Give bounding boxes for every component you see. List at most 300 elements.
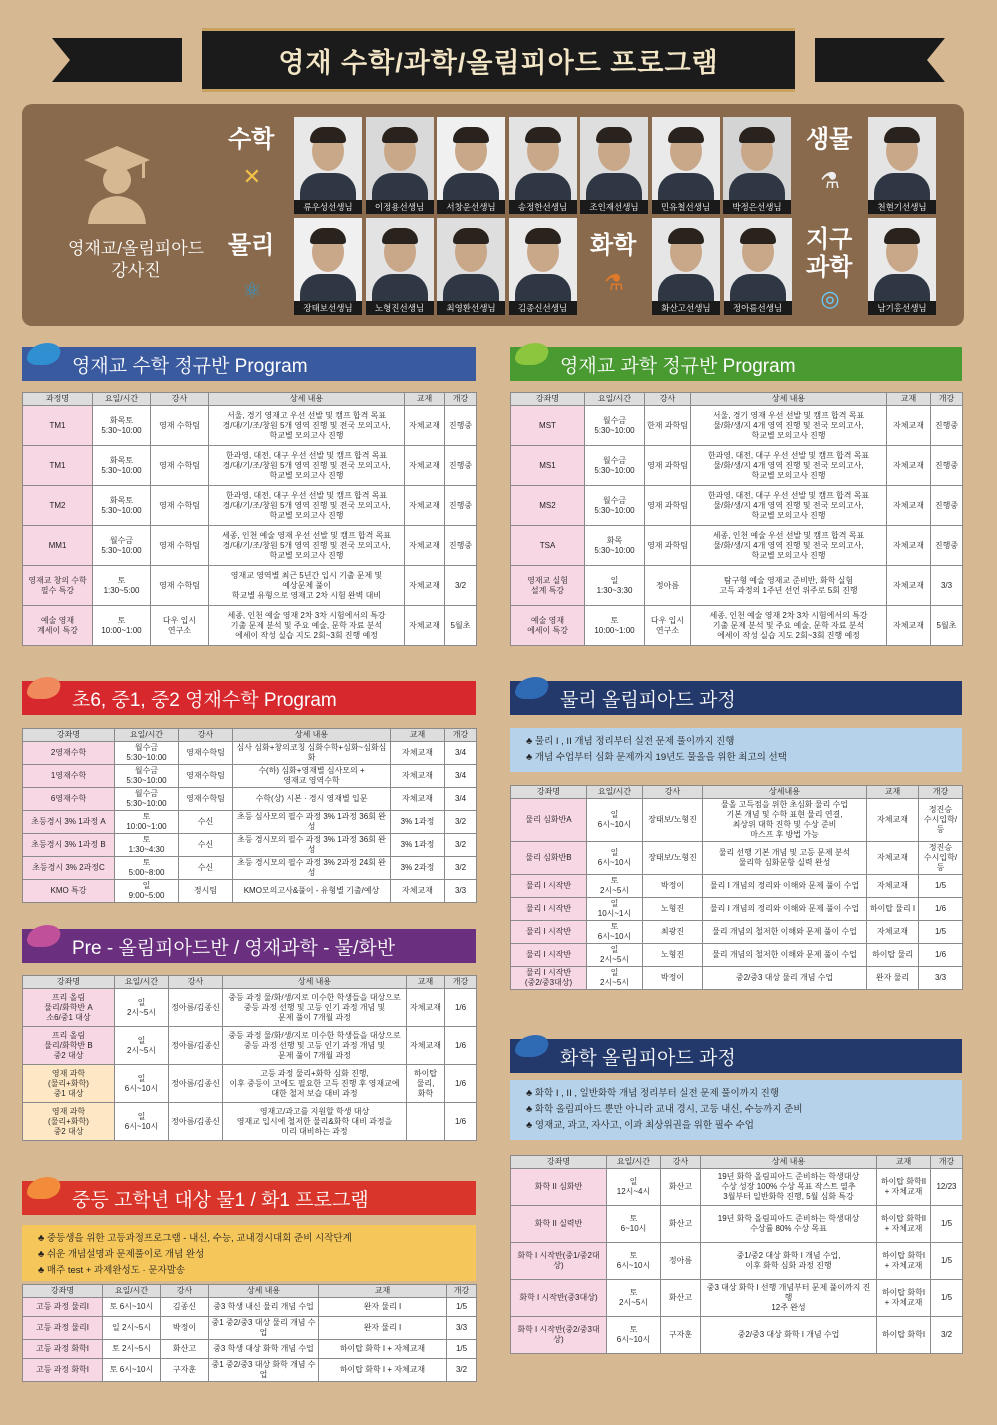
table-cell: 자체교재	[887, 486, 931, 526]
table-cell: 심사 심화+창의코칭 심화수학+심화~심화심화	[233, 742, 391, 765]
column-header: 개강	[931, 393, 963, 406]
table-cell: 자체교재	[391, 742, 445, 765]
column-header: 강좌명	[23, 729, 115, 742]
table-cell: 1/6	[445, 1065, 477, 1103]
table-cell: 진행중	[445, 406, 477, 446]
column-header: 개강	[445, 393, 477, 406]
table-cell: 세종, 인천 예술 우선 선발 및 캠프 합격 목표 물/화/생/지 4개 영역 진행 및 전국 모의고사, 학교별 모의고사 진행	[691, 526, 887, 566]
table-cell: 3/2	[445, 857, 477, 880]
table-cell: MS1	[511, 446, 585, 486]
teacher-photo	[437, 218, 505, 315]
table-cell: 토 2시~5시	[607, 1280, 661, 1317]
table-cell: 정진승 수시입학/등	[919, 842, 963, 875]
title-banner	[52, 28, 945, 92]
table-cell: KMO 특강	[23, 880, 115, 903]
table-row	[511, 566, 963, 606]
table-cell: 1/5	[931, 1243, 963, 1280]
table-cell: 영재교 창의 수학 필수 특강	[23, 566, 93, 606]
table-cell: 1/5	[931, 1280, 963, 1317]
table-cell: 물리 I 시작반 (중2/중3대상)	[511, 967, 587, 990]
table-cell: 1/6	[445, 1103, 477, 1141]
table-cell: 수신	[179, 857, 233, 880]
column-header: 교재	[405, 393, 445, 406]
table-cell: 중3 학생 대상 화학 개념 수업	[209, 1340, 319, 1359]
column-header: 교재	[319, 1285, 447, 1298]
table-cell: 자체교재	[867, 921, 919, 944]
table-cell: 수신	[179, 834, 233, 857]
table-cell: 영재수학팀	[179, 742, 233, 765]
section-physics-olympiad	[510, 681, 962, 715]
table-cell: 3/3	[447, 1317, 477, 1340]
table-cell: 영재 수학팀	[151, 446, 209, 486]
table-cell: 토 10:00~1:00	[585, 606, 645, 646]
section-chemistry-olympiad	[510, 1039, 962, 1073]
table-cell: 토 6시~10시	[103, 1298, 161, 1317]
table-cell: MM1	[23, 526, 93, 566]
table-cell: 자체교재	[867, 799, 919, 842]
table-cell: 영재고/과고를 지원할 학생 대상 영재교 입시에 철저한 물리&화학 대비 과정을 미리 대비하는 과정	[223, 1103, 407, 1141]
table-cell: KMO모의고사&풀이 - 유형별 기출/예상	[233, 880, 391, 903]
table-cell: 일 2시~5시	[103, 1317, 161, 1340]
column-header: 요일/시간	[585, 393, 645, 406]
table-elementary-math	[22, 728, 477, 903]
table-cell: 1/6	[919, 944, 963, 967]
table-cell: 영재 과학팀	[645, 486, 691, 526]
teacher-name: 송정한선생님	[509, 200, 577, 214]
table-row	[23, 857, 477, 880]
table-cell: 일 6시~10시	[115, 1065, 169, 1103]
note-line: ♣ 화학 I , II , 일반화학 개념 정리부터 실전 문제 풀이까지 진행	[526, 1088, 779, 1099]
table-cell: 중1/중2 대상 화학 I 개념 수업, 이후 화학 심화 과정 진행	[701, 1243, 877, 1280]
table-cell: 세종, 인천 예술 영재 2차 3차 시험에서의 특강 기출 문제 분석 및 주요 예술, 문학 자료 분석 에세이 작성 실습 지도 2회~3회 진행 예정	[209, 606, 405, 646]
teacher-photo	[294, 117, 362, 214]
table-cell: 하이탑 화학II + 자체교재	[877, 1206, 931, 1243]
section-pre-olympiad	[22, 929, 476, 963]
table-cell: 자체교재	[405, 606, 445, 646]
teacher-name: 천현기선생님	[868, 200, 936, 214]
table-cell: 영재 과학팀	[645, 526, 691, 566]
table-cell	[407, 1103, 445, 1141]
column-header: 개강	[919, 786, 963, 799]
table-cell: 물리 I 시작반	[511, 875, 587, 898]
teacher-photo	[294, 218, 362, 315]
table-cell: 영재 과학 (물리+화학) 중1 대상	[23, 1065, 115, 1103]
table-cell: 하이탑 화학I	[877, 1317, 931, 1354]
table-cell: 물리 I 시작반	[511, 921, 587, 944]
column-header: 요일/시간	[115, 976, 169, 989]
table-cell: 영재교 영역별 최근 5년간 입시 기출 문제 및 예상문제 풀이 학교별 유형으로 영재고 2차 시험 완벽 대비	[209, 566, 405, 606]
table-cell: MS2	[511, 486, 585, 526]
table-row	[511, 1169, 963, 1206]
table-cell: 화학 I 시작반(중3대상)	[511, 1280, 607, 1317]
table-row	[23, 1065, 477, 1103]
table-cell: 영재 수학팀	[151, 406, 209, 446]
table-cell: 구자훈	[661, 1317, 701, 1354]
table-cell: 토 6시~10시	[587, 921, 643, 944]
ribbon-right	[815, 38, 945, 82]
table-cell: 진행중	[445, 486, 477, 526]
table-row	[511, 1243, 963, 1280]
note-line: ♣ 물리 I , II 개념 정리부터 실전 문제 풀이까지 진행	[526, 736, 735, 747]
table-row	[511, 967, 963, 990]
table-cell: 진행중	[931, 486, 963, 526]
table-cell: TM2	[23, 486, 93, 526]
note-line: ♣ 개념 수업부터 심화 문제까지 19년도 물올을 위한 최고의 선택	[526, 752, 787, 763]
table-cell: 중2/중3 대상 화학 I 개념 수업	[701, 1317, 877, 1354]
column-header: 개강	[445, 729, 477, 742]
table-cell: 일 2시~5시	[115, 1027, 169, 1065]
table-cell: 3/3	[919, 967, 963, 990]
table-cell: 3/3	[931, 566, 963, 606]
table-cell: 하이탑 화학I + 자체교재	[877, 1280, 931, 1317]
table-cell: 3/2	[445, 834, 477, 857]
section-elementary-math	[22, 681, 476, 715]
table-cell: 구자훈	[161, 1359, 209, 1382]
column-header: 강좌명	[23, 1285, 103, 1298]
graduate-icon	[82, 144, 152, 224]
table-chemistry-olympiad	[510, 1155, 963, 1354]
section-title: 영재교 수학 정규반 Program	[22, 347, 476, 381]
column-header: 강사	[151, 393, 209, 406]
table-cell: 자체교재	[405, 566, 445, 606]
flask-icon: ⚗	[604, 270, 624, 295]
table-cell: 중등 과정 물/화/생/지로 미수한 학생들을 대상으로 중등 과정 선행 및 고등 인기 과정 개념 및 문제 풀이 7개월 과정	[223, 989, 407, 1027]
table-cell: 세종, 인천 예술 영재 우선 선발 및 캠프 합격 목표 경/대/기/조/창원 5개 영역 진행 및 전국 모의고사, 학교별 모의고사 진행	[209, 526, 405, 566]
table-cell: 19년 화학 올림피아드 준비하는 학생대상 수상률 80% 수상 목표	[701, 1206, 877, 1243]
table-cell: 토 1:30~4:30	[115, 834, 179, 857]
table-row	[23, 486, 477, 526]
table-cell: 정아름/김종신	[169, 1065, 223, 1103]
table-cell: 화목 5:30~10:00	[585, 526, 645, 566]
table-row	[511, 606, 963, 646]
table-cell: 토 1:30~5:00	[93, 566, 151, 606]
table-cell: 3/2	[447, 1359, 477, 1382]
teacher-name: 이정용선생님	[366, 200, 434, 214]
table-cell: 하이탑 물리, 화학	[407, 1065, 445, 1103]
table-cell: 자체교재	[391, 880, 445, 903]
teacher-name: 남기홍선생님	[868, 301, 936, 315]
teacher-photo	[652, 218, 720, 315]
table-row	[23, 1298, 477, 1317]
column-header: 요일/시간	[607, 1156, 661, 1169]
table-cell: 진행중	[445, 446, 477, 486]
table-row	[23, 811, 477, 834]
table-row	[23, 1359, 477, 1382]
table-cell: 프리 올림 물리/화학반 B 중2 대상	[23, 1027, 115, 1065]
table-cell: 일 9:00~5:00	[115, 880, 179, 903]
table-cell: 1/5	[447, 1298, 477, 1317]
table-cell: 화학 II 심화반	[511, 1169, 607, 1206]
table-cell: 박정이	[643, 875, 703, 898]
table-cell: 초등 심사모의 필수 과정 3% 1과정 36회 완성	[233, 811, 391, 834]
table-cell: 토 5:00~8:00	[115, 857, 179, 880]
table-cell: 장태보/노형진	[643, 799, 703, 842]
table-cell: 화산고	[661, 1280, 701, 1317]
table-cell: 화학 I 시작반(중1/중2대상)	[511, 1243, 607, 1280]
teacher-name: 화산고선생님	[652, 301, 720, 315]
table-cell: 초등 경시모의 필수 과정 3% 1과정 36회 완성	[233, 834, 391, 857]
microscope-icon: ⚗	[820, 168, 840, 193]
table-cell: 물리 심화반B	[511, 842, 587, 875]
table-cell: TM1	[23, 406, 93, 446]
table-cell: 장태보/노형진	[643, 842, 703, 875]
teacher-name: 류우성선생님	[294, 200, 362, 214]
table-cell: 일 1:30~3:30	[585, 566, 645, 606]
column-header: 개강	[931, 1156, 963, 1169]
table-cell: 중등 과정 물/화/생/지로 미수한 학생들을 대상으로 중등 과정 선행 및 고등 인기 과정 개념 및 문제 풀이 7개월 과정	[223, 1027, 407, 1065]
table-cell: 물리 선행 기본 개념 및 고등 문제 분석 물리학 심화문항 실력 완성	[703, 842, 867, 875]
table-cell: 월수금 5:30~10:00	[115, 765, 179, 788]
teacher-name: 김종신선생님	[509, 301, 577, 315]
table-row	[511, 406, 963, 446]
table-cell: 자체교재	[405, 526, 445, 566]
table-cell: 하이탑 물리	[867, 944, 919, 967]
table-cell: 완자 물리 I	[319, 1317, 447, 1340]
column-header: 상세 내용	[233, 729, 391, 742]
subject-math: 수학	[228, 126, 275, 153]
table-row	[511, 842, 963, 875]
table-cell: 3/4	[445, 765, 477, 788]
table-cell: 일 6시~10시	[115, 1103, 169, 1141]
table-cell: 3/4	[445, 788, 477, 811]
column-header: 개강	[445, 976, 477, 989]
table-cell: 3% 1과정	[391, 811, 445, 834]
section-title: 물리 올림피아드 과정	[510, 681, 962, 715]
table-cell: 수학(상) 시본 · 경시 영재별 입문	[233, 788, 391, 811]
table-cell: 하이탑 화학 I + 자체교재	[319, 1359, 447, 1382]
column-header: 상세 내용	[701, 1156, 877, 1169]
table-row	[23, 526, 477, 566]
table-cell: 진행중	[931, 526, 963, 566]
table-cell: 하이탑 물리 I	[867, 898, 919, 921]
table-cell: 화목토 5:30~10:00	[93, 486, 151, 526]
table-cell: 초등경시 3% 2과정C	[23, 857, 115, 880]
table-cell: 토 6시~10시	[103, 1359, 161, 1382]
table-cell: 월수금 5:30~10:00	[585, 446, 645, 486]
table-cell: 김종신	[161, 1298, 209, 1317]
table-cell: 자체교재	[405, 486, 445, 526]
table-cell: 중1 중2/중3 대상 화학 개념 수업	[209, 1359, 319, 1382]
table-row	[23, 880, 477, 903]
table-cell: 자체교재	[405, 446, 445, 486]
table-cell: 프리 올림 물리/화학반 A 소6/중1 대상	[23, 989, 115, 1027]
column-header: 개강	[447, 1285, 477, 1298]
table-cell: 3/4	[445, 742, 477, 765]
chemistry-notes	[510, 1080, 962, 1140]
teacher-photo	[723, 117, 791, 214]
column-header: 요일/시간	[93, 393, 151, 406]
column-header: 교재	[407, 976, 445, 989]
note-line: ♣ 쉬운 개념설명과 문제풀이로 개념 완성	[38, 1249, 205, 1260]
subject-chemistry: 화학	[590, 232, 637, 259]
table-cell: 월수금 5:30~10:00	[585, 486, 645, 526]
table-row	[511, 446, 963, 486]
table-cell: 초등경시 3% 1과정 A	[23, 811, 115, 834]
table-cell: 서울, 경기 영재고 우선 선발 및 캠프 합격 목표 경/대/기/조/창원 5개 영역 진행 및 전국 모의고사, 학교별 모의고사 진행	[209, 406, 405, 446]
table-cell: 진행중	[445, 526, 477, 566]
teacher-photo	[366, 117, 434, 214]
teacher-photo	[509, 218, 577, 315]
table-high-school-phys-chem	[22, 1284, 477, 1382]
section-math-regular	[22, 347, 476, 381]
table-cell: 물리 I 개념의 정리와 이해와 문제 풀이 수업	[703, 898, 867, 921]
table-cell: 일 6시~10시	[587, 842, 643, 875]
table-cell: 화산고	[161, 1340, 209, 1359]
teacher-name: 민유철선생님	[652, 200, 720, 214]
table-cell: 1/5	[447, 1340, 477, 1359]
table-cell: 토 2시~5시	[103, 1340, 161, 1359]
column-header: 강사	[169, 976, 223, 989]
globe-icon: ◎	[820, 286, 840, 311]
teacher-name: 정아름선생님	[724, 301, 792, 315]
column-header: 상세 내용	[209, 1285, 319, 1298]
table-cell: 일 2시~5시	[587, 944, 643, 967]
physics-icon: ⚛	[242, 278, 262, 303]
table-cell: 자체교재	[887, 526, 931, 566]
teacher-name: 박정은선생님	[723, 200, 791, 214]
column-header: 교재	[877, 1156, 931, 1169]
column-header: 강좌명	[511, 393, 585, 406]
table-row	[23, 989, 477, 1027]
table-row	[511, 898, 963, 921]
table-cell: 예술 영재 에세이 특강	[511, 606, 585, 646]
table-math-regular	[22, 392, 477, 646]
teacher-name: 장태보선생님	[294, 301, 362, 315]
table-cell: 화목토 5:30~10:00	[93, 446, 151, 486]
section-title: Pre - 올림피아드반 / 영재과학 - 물/화반	[22, 929, 476, 963]
section-title: 중등 고학년 대상 물1 / 화1 프로그램	[22, 1181, 476, 1215]
table-cell: 영재수학팀	[179, 788, 233, 811]
table-row	[23, 1027, 477, 1065]
column-header: 교재	[391, 729, 445, 742]
table-cell: 영재 수학팀	[151, 486, 209, 526]
table-row	[23, 446, 477, 486]
column-header: 요일/시간	[115, 729, 179, 742]
table-cell: 물리 I 시작반	[511, 944, 587, 967]
table-cell: 진행중	[931, 446, 963, 486]
table-cell: 물리 I 시작반	[511, 898, 587, 921]
high-school-notes	[22, 1225, 476, 1281]
table-cell: 박정이	[643, 967, 703, 990]
table-cell: 완자 물리	[867, 967, 919, 990]
table-cell: 일 6시~10시	[587, 799, 643, 842]
table-pre-olympiad	[22, 975, 477, 1141]
table-row	[511, 526, 963, 566]
table-cell: 자체교재	[867, 842, 919, 875]
table-row	[23, 765, 477, 788]
table-cell: 한과영, 대전, 대구 우선 선발 및 캠프 합격 목표 경/대/기/조/창원 5개 영역 진행 및 전국 모의고사, 학교별 모의고사 진행	[209, 486, 405, 526]
table-cell: 6영재수학	[23, 788, 115, 811]
teacher-photo	[366, 218, 434, 315]
table-row	[23, 1317, 477, 1340]
table-cell: 19년 화학 올림피아드 준비하는 학생대상 수상 성장 100% 수상 목표 작스트 열추 3월부터 일반화학 진행, 5월 심화 특강	[701, 1169, 877, 1206]
column-header: 상세내용	[703, 786, 867, 799]
subject-earth-science: 지구 과학	[806, 226, 853, 281]
table-cell: 중1 중2/중3 대상 물리 개념 수업	[209, 1317, 319, 1340]
column-header: 상세 내용	[691, 393, 887, 406]
table-row	[23, 742, 477, 765]
table-cell: 물리 개념의 철저한 이해와 문제 풀이 수업	[703, 921, 867, 944]
table-cell: 정시팀	[179, 880, 233, 903]
table-row	[23, 406, 477, 446]
table-cell: 자체교재	[887, 446, 931, 486]
table-cell: 영재 수학팀	[151, 566, 209, 606]
table-row	[511, 921, 963, 944]
note-line: ♣ 영재교, 과고, 자사고, 이과 최상위권을 위한 필수 수업	[526, 1120, 754, 1131]
table-cell: 1/6	[919, 898, 963, 921]
table-cell: 1/5	[919, 921, 963, 944]
teacher-photo	[868, 117, 936, 214]
page-title: 영재 수학/과학/올림피아드 프로그램	[202, 28, 795, 92]
table-cell: 예술 영재 계세이 특강	[23, 606, 93, 646]
column-header: 교재	[867, 786, 919, 799]
table-cell: 화산고	[661, 1169, 701, 1206]
table-cell: 초등경시 3% 1과정 B	[23, 834, 115, 857]
table-cell: 3% 1과정	[391, 834, 445, 857]
table-cell: 자체교재	[887, 566, 931, 606]
table-cell: 자체교재	[407, 989, 445, 1027]
table-cell: 월수금 5:30~10:00	[93, 526, 151, 566]
table-cell: 중3 학생 내신 물리 개념 수업	[209, 1298, 319, 1317]
table-cell: 중2/중3 대상 물리 개념 수업	[703, 967, 867, 990]
table-cell: 토 6시~10시	[607, 1317, 661, 1354]
table-cell: 고등 과정 화학I	[23, 1359, 103, 1382]
column-header: 강사	[645, 393, 691, 406]
table-cell: 자체교재	[407, 1027, 445, 1065]
table-cell: TSA	[511, 526, 585, 566]
table-cell: 일 10시~1시	[587, 898, 643, 921]
teacher-name: 노형진선생님	[366, 301, 434, 315]
table-cell: 5월초	[445, 606, 477, 646]
table-cell: 수신	[179, 811, 233, 834]
section-science-regular	[510, 347, 962, 381]
table-cell: 영재 수학팀	[151, 526, 209, 566]
subject-biology: 생물	[806, 126, 853, 153]
table-cell: 박정이	[161, 1317, 209, 1340]
table-cell: 정아름/김종신	[169, 1027, 223, 1065]
table-cell: 3% 2과정	[391, 857, 445, 880]
table-cell: 자체교재	[867, 875, 919, 898]
table-cell: MST	[511, 406, 585, 446]
table-cell: 일 2시~5시	[115, 989, 169, 1027]
column-header: 교재	[887, 393, 931, 406]
table-cell: 3/3	[445, 880, 477, 903]
column-header: 상세 내용	[209, 393, 405, 406]
table-cell: 일 2시~5시	[587, 967, 643, 990]
math-icon: ✕	[242, 164, 262, 189]
table-cell: 한과영, 대전, 대구 우선 선발 및 캠프 합격 목표 경/대/기/조/창원 5개 영역 진행 및 전국 모의고사, 학교별 모의고사 진행	[209, 446, 405, 486]
table-cell: 물올 고득점을 위한 초심화 물리 수업 기본 개념 및 수학 표현 물리 연결, 최상위 대학 진학 및 수상 준비 마스프 후 방법 가능	[703, 799, 867, 842]
table-science-regular	[510, 392, 963, 646]
table-cell: 일 12시~4시	[607, 1169, 661, 1206]
table-row	[511, 486, 963, 526]
table-cell: 월수금 5:30~10:00	[115, 742, 179, 765]
table-cell: 정아름	[661, 1243, 701, 1280]
table-cell: 수(하) 심화+영재별 심사모의 + 영재교 영역수학	[233, 765, 391, 788]
table-cell: 최광진	[643, 921, 703, 944]
table-cell: 정아름/김종신	[169, 989, 223, 1027]
table-row	[511, 1317, 963, 1354]
physics-notes	[510, 728, 962, 772]
table-cell: 자체교재	[391, 765, 445, 788]
table-cell: 노형진	[643, 898, 703, 921]
table-cell: 1영재수학	[23, 765, 115, 788]
table-cell: 화학 II 실력반	[511, 1206, 607, 1243]
table-cell: 완자 물리 I	[319, 1298, 447, 1317]
table-row	[23, 788, 477, 811]
column-header: 강사	[179, 729, 233, 742]
table-cell: 하이탑 화학II + 자체교재	[877, 1169, 931, 1206]
